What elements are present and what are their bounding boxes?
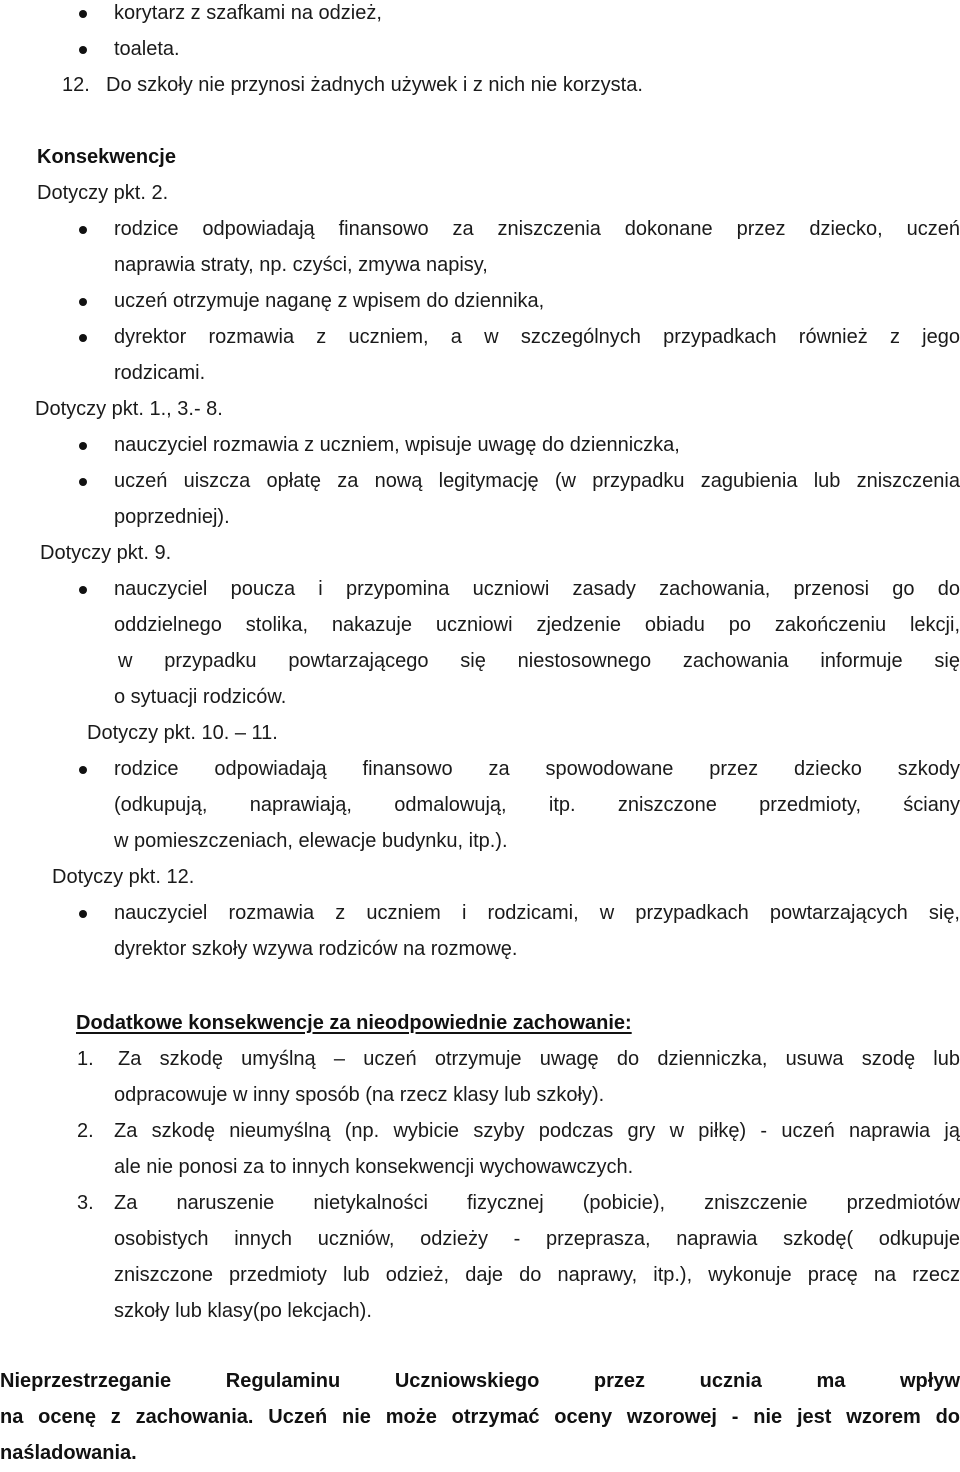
subsection-label: Dotyczy pkt. 12. <box>52 866 195 888</box>
list-item-continuation: o sytuacji rodziców. <box>114 686 287 708</box>
list-item: nauczyciel poucza i przypomina uczniowi zasady zachowania, przenosi go do <box>114 578 960 600</box>
list-item: dyrektor rozmawia z uczniem, a w szczególnych przypadkach również z jego <box>114 326 960 348</box>
bullet-icon <box>79 478 87 486</box>
list-item: uczeń otrzymuje naganę z wpisem do dziennika, <box>114 290 545 312</box>
list-item-continuation: dyrektor szkoły wzywa rodziców na rozmowę. <box>114 938 518 960</box>
list-item: rodzice odpowiadają finansowo za spowodowane przez dziecko szkody <box>114 758 960 780</box>
list-item: toaleta. <box>114 38 180 60</box>
list-item-continuation: zniszczone przedmioty lub odzież, daje do naprawy, itp.), wykonuje pracę na rzecz <box>114 1264 960 1286</box>
list-item-continuation: ale nie ponosi za to innych konsekwencji wychowawczych. <box>114 1156 634 1178</box>
section-heading: Konsekwencje <box>37 146 176 168</box>
bullet-icon <box>79 442 87 450</box>
bullet-icon <box>79 298 87 306</box>
list-item: rodzice odpowiadają finansowo za zniszczenia dokonane przez dziecko, uczeń <box>114 218 960 240</box>
list-item: korytarz z szafkami na odzież, <box>114 2 382 24</box>
list-item: Za naruszenie nietykalności fizycznej (pobicie), zniszczenie przedmiotów <box>114 1192 960 1214</box>
footer-note: Nieprzestrzeganie Regulaminu Uczniowskiego przez ucznia ma wpływ <box>0 1370 960 1392</box>
footer-note: na ocenę z zachowania. Uczeń nie może otrzymać oceny wzorowej - nie jest wzorem do <box>0 1406 960 1428</box>
bullet-icon <box>79 226 87 234</box>
list-number: 3. <box>77 1192 94 1214</box>
list-item-continuation: osobistych innych uczniów, odzieży - przeprasza, naprawia szkodę( odkupuje <box>114 1228 960 1250</box>
bullet-icon <box>79 910 87 918</box>
section-heading: Dodatkowe konsekwencje za nieodpowiednie zachowanie: <box>76 1012 632 1034</box>
list-number: 12. <box>62 74 90 96</box>
footer-note: naśladowania. <box>0 1442 137 1464</box>
list-item: Za szkodę umyślną – uczeń otrzymuje uwagę do dzienniczka, usuwa szodę lub <box>118 1048 960 1070</box>
list-item: nauczyciel rozmawia z uczniem i rodzicami, w przypadkach powtarzających się, <box>114 902 960 924</box>
list-item: nauczyciel rozmawia z uczniem, wpisuje uwagę do dzienniczka, <box>114 434 680 456</box>
list-item-continuation: w przypadku powtarzającego się niestosownego zachowania informuje się <box>118 650 960 672</box>
subsection-label: Dotyczy pkt. 2. <box>37 182 169 204</box>
list-item-continuation: odpracowuje w inny sposób (na rzecz klasy lub szkoły). <box>114 1084 605 1106</box>
bullet-icon <box>79 46 87 54</box>
bullet-icon <box>79 586 87 594</box>
list-number: 1. <box>77 1048 94 1070</box>
list-item-continuation: naprawia straty, np. czyści, zmywa napisy, <box>114 254 488 276</box>
bullet-icon <box>79 334 87 342</box>
list-item: Do szkoły nie przynosi żadnych używek i z nich nie korzysta. <box>106 74 643 96</box>
subsection-label: Dotyczy pkt. 9. <box>40 542 172 564</box>
list-item-continuation: (odkupują, naprawiają, odmalowują, itp. zniszczone przedmioty, ściany <box>114 794 960 816</box>
list-item-continuation: oddzielnego stolika, nakazuje uczniowi zjedzenie obiadu po zakończeniu lekcji, <box>114 614 960 636</box>
list-item-continuation: w pomieszczeniach, elewacje budynku, itp.). <box>114 830 508 852</box>
bullet-icon <box>79 766 87 774</box>
list-item-continuation: szkoły lub klasy(po lekcjach). <box>114 1300 372 1322</box>
list-item: Za szkodę nieumyślną (np. wybicie szyby podczas gry w piłkę) - uczeń naprawia ją <box>114 1120 960 1142</box>
list-item-continuation: poprzedniej). <box>114 506 230 528</box>
bullet-icon <box>79 10 87 18</box>
list-item: uczeń uiszcza opłatę za nową legitymację (w przypadku zagubienia lub zniszczenia <box>114 470 960 492</box>
list-item-continuation: rodzicami. <box>114 362 206 384</box>
subsection-label: Dotyczy pkt. 1., 3.- 8. <box>35 398 223 420</box>
list-number: 2. <box>77 1120 94 1142</box>
subsection-label: Dotyczy pkt. 10. – 11. <box>87 722 278 744</box>
